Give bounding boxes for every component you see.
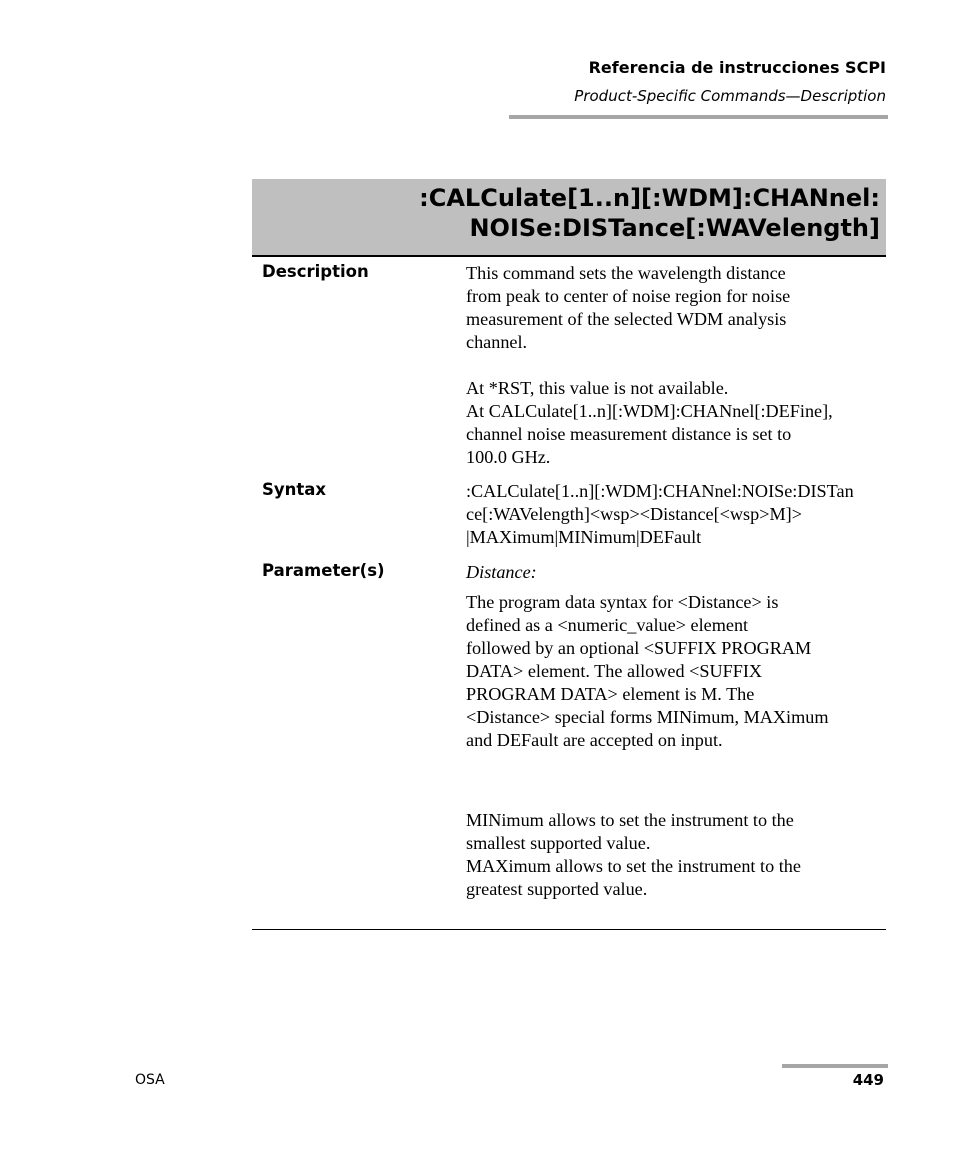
- description-text: [466, 262, 884, 469]
- command-title-box: [252, 179, 886, 257]
- description-paragraph: [466, 262, 884, 354]
- text-line: PROGRAM DATA> element is M. The: [466, 684, 755, 704]
- parameter-paragraph: [466, 591, 884, 752]
- header-rule: [509, 115, 888, 119]
- command-title-line: NOISe:DISTance[:WAVelength]: [469, 214, 880, 242]
- text-line: 100.0 GHz.: [466, 447, 551, 467]
- text-line: MINimum allows to set the instrument to the: [466, 810, 794, 830]
- text-line: The program data syntax for <Distance> is: [466, 592, 779, 612]
- parameter-name: Distance:: [466, 562, 537, 582]
- text-line: channel noise measurement distance is set to: [466, 424, 792, 444]
- parameter-paragraph: [466, 809, 884, 901]
- parameters-label: Parameter(s): [262, 561, 385, 580]
- command-title: [419, 183, 880, 243]
- description-label: Description: [262, 262, 369, 281]
- text-line: At *RST, this value is not available.: [466, 378, 729, 398]
- text-line: defined as a <numeric_value> element: [466, 615, 749, 635]
- text-line: smallest supported value.: [466, 833, 651, 853]
- text-line: ce[:WAVelength]<wsp><Distance[<wsp>M]>: [466, 504, 802, 524]
- text-line: <Distance> special forms MINimum, MAXimum: [466, 707, 829, 727]
- text-line: MAXimum allows to set the instrument to the: [466, 856, 801, 876]
- text-line: :CALCulate[1..n][:WDM]:CHANnel:NOISe:DISTan: [466, 481, 854, 501]
- text-line: followed by an optional <SUFFIX PROGRAM: [466, 638, 812, 658]
- text-line: DATA> element. The allowed <SUFFIX: [466, 661, 763, 681]
- syntax-text: [466, 480, 884, 549]
- page-number: 449: [852, 1071, 884, 1089]
- section-bottom-rule: [252, 929, 886, 930]
- text-line: from peak to center of noise region for noise: [466, 286, 791, 306]
- parameters-text: [466, 561, 884, 901]
- text-line: measurement of the selected WDM analysis: [466, 309, 787, 329]
- description-paragraph: [466, 377, 884, 469]
- syntax-label: Syntax: [262, 480, 327, 499]
- text-line: channel.: [466, 332, 528, 352]
- text-line: and DEFault are accepted on input.: [466, 730, 723, 750]
- text-line: This command sets the wavelength distance: [466, 263, 786, 283]
- command-title-line: :CALCulate[1..n][:WDM]:CHANnel:: [419, 184, 880, 212]
- page-header-title: Referencia de instrucciones SCPI: [588, 58, 886, 77]
- text-line: |MAXimum|MINimum|DEFault: [466, 527, 702, 547]
- page-header-subtitle: Product-Specific Commands—Description: [574, 87, 886, 105]
- footer-rule: [782, 1064, 888, 1068]
- text-line: greatest supported value.: [466, 879, 648, 899]
- footer-product: OSA: [135, 1072, 165, 1088]
- text-line: At CALCulate[1..n][:WDM]:CHANnel[:DEFine],: [466, 401, 833, 421]
